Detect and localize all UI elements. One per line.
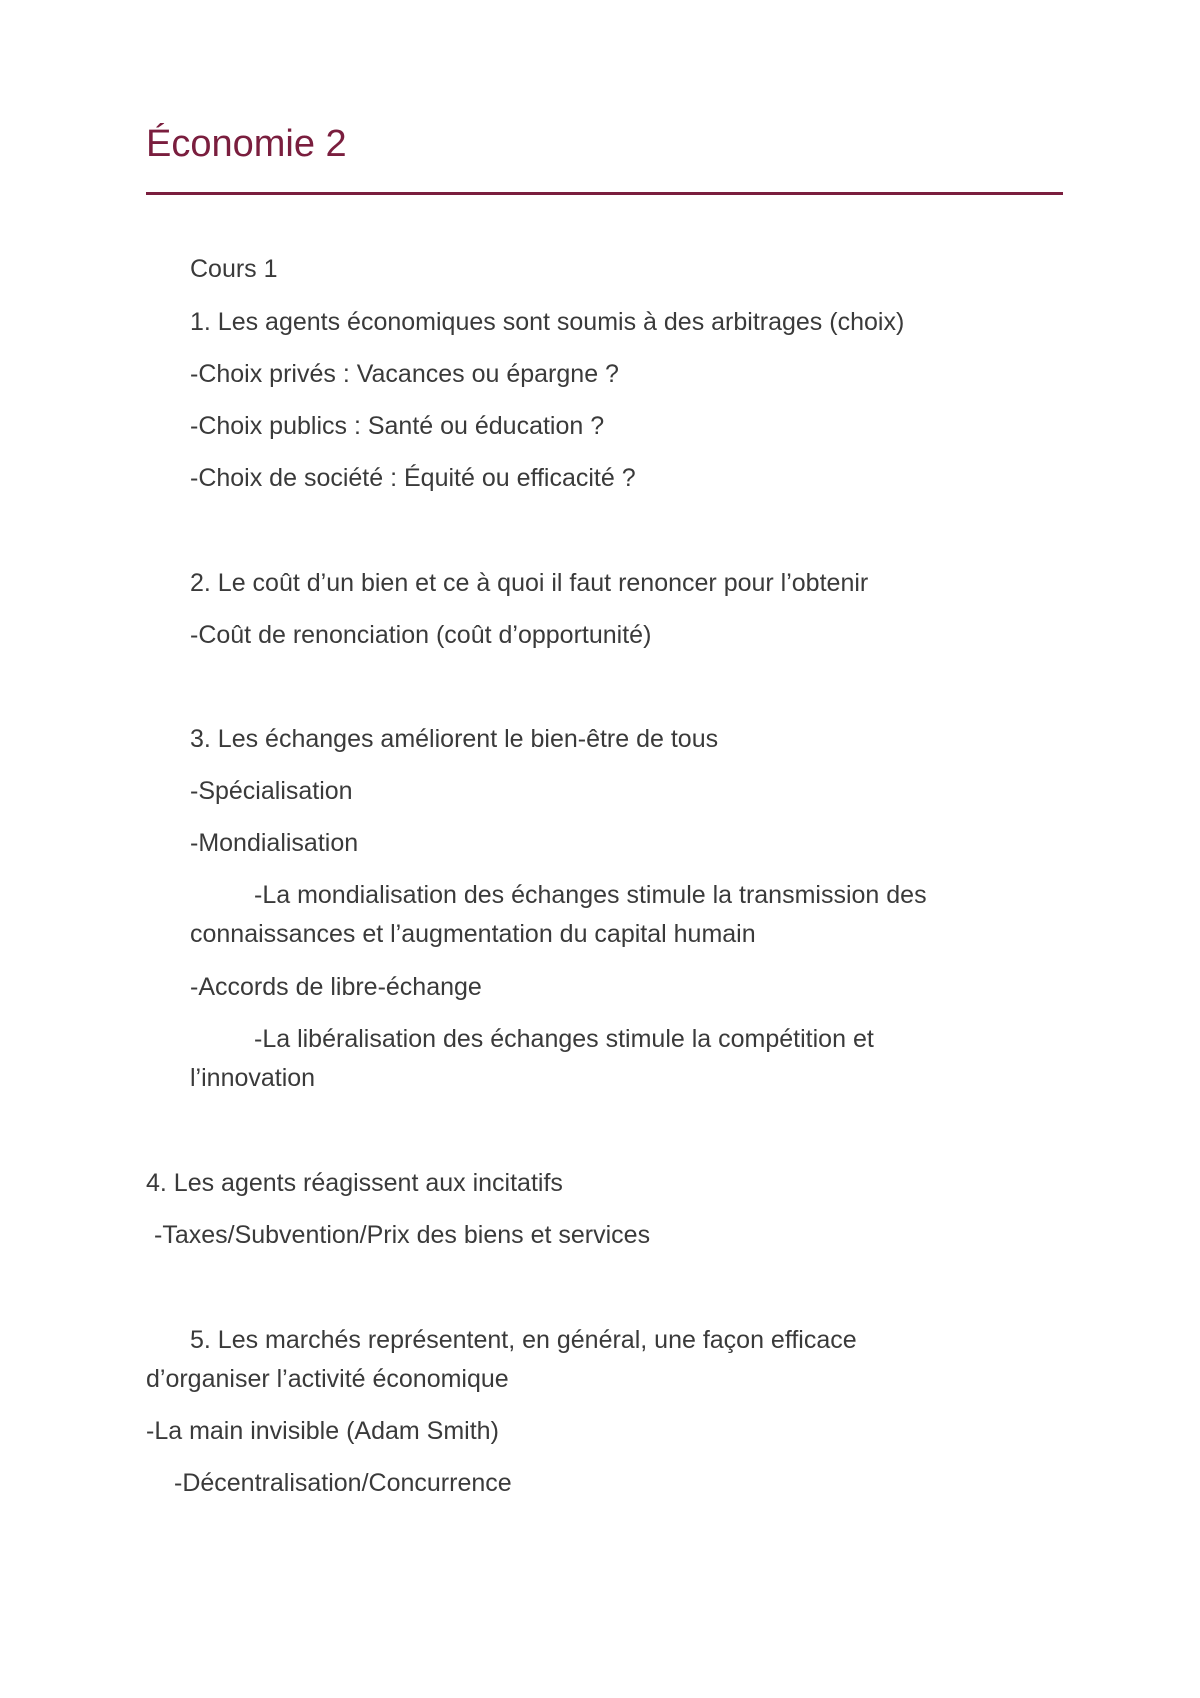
bullet-line: -Spécialisation bbox=[190, 777, 353, 805]
section-heading-1: 1. Les agents économiques sont soumis à des arbitrages (choix) bbox=[190, 308, 905, 336]
section-heading-5-continuation: d’organiser l’activité économique bbox=[146, 1365, 509, 1393]
sub-bullet-continuation: connaissances et l’augmentation du capital humain bbox=[190, 920, 756, 948]
bullet-line: -Taxes/Subvention/Prix des biens et services bbox=[154, 1221, 651, 1249]
course-label: Cours 1 bbox=[190, 255, 278, 283]
section-heading-5: 5. Les marchés représentent, en général, une façon efficace bbox=[190, 1326, 857, 1354]
section-heading-3: 3. Les échanges améliorent le bien-être de tous bbox=[190, 725, 719, 753]
bullet-line: -Mondialisation bbox=[190, 829, 359, 857]
sub-bullet-line: -Décentralisation/Concurrence bbox=[174, 1469, 512, 1497]
bullet-line: -Coût de renonciation (coût d’opportunité) bbox=[190, 621, 652, 649]
sub-bullet-continuation: l’innovation bbox=[190, 1064, 316, 1092]
bullet-line: -Choix privés : Vacances ou épargne ? bbox=[190, 360, 619, 388]
page-title: Économie 2 bbox=[146, 123, 347, 165]
section-heading-4: 4. Les agents réagissent aux incitatifs bbox=[146, 1169, 563, 1197]
section-heading-2: 2. Le coût d’un bien et ce à quoi il faut renoncer pour l’obtenir bbox=[190, 569, 869, 597]
bullet-line: -Choix publics : Santé ou éducation ? bbox=[190, 412, 605, 440]
bullet-line: -La main invisible (Adam Smith) bbox=[146, 1417, 499, 1445]
sub-bullet-line: -La libéralisation des échanges stimule la compétition et bbox=[254, 1025, 874, 1053]
title-divider bbox=[146, 192, 1063, 195]
sub-bullet-line: -La mondialisation des échanges stimule la transmission des bbox=[254, 881, 927, 909]
bullet-line: -Choix de société : Équité ou efficacité ? bbox=[190, 464, 636, 492]
bullet-line: -Accords de libre-échange bbox=[190, 973, 482, 1001]
